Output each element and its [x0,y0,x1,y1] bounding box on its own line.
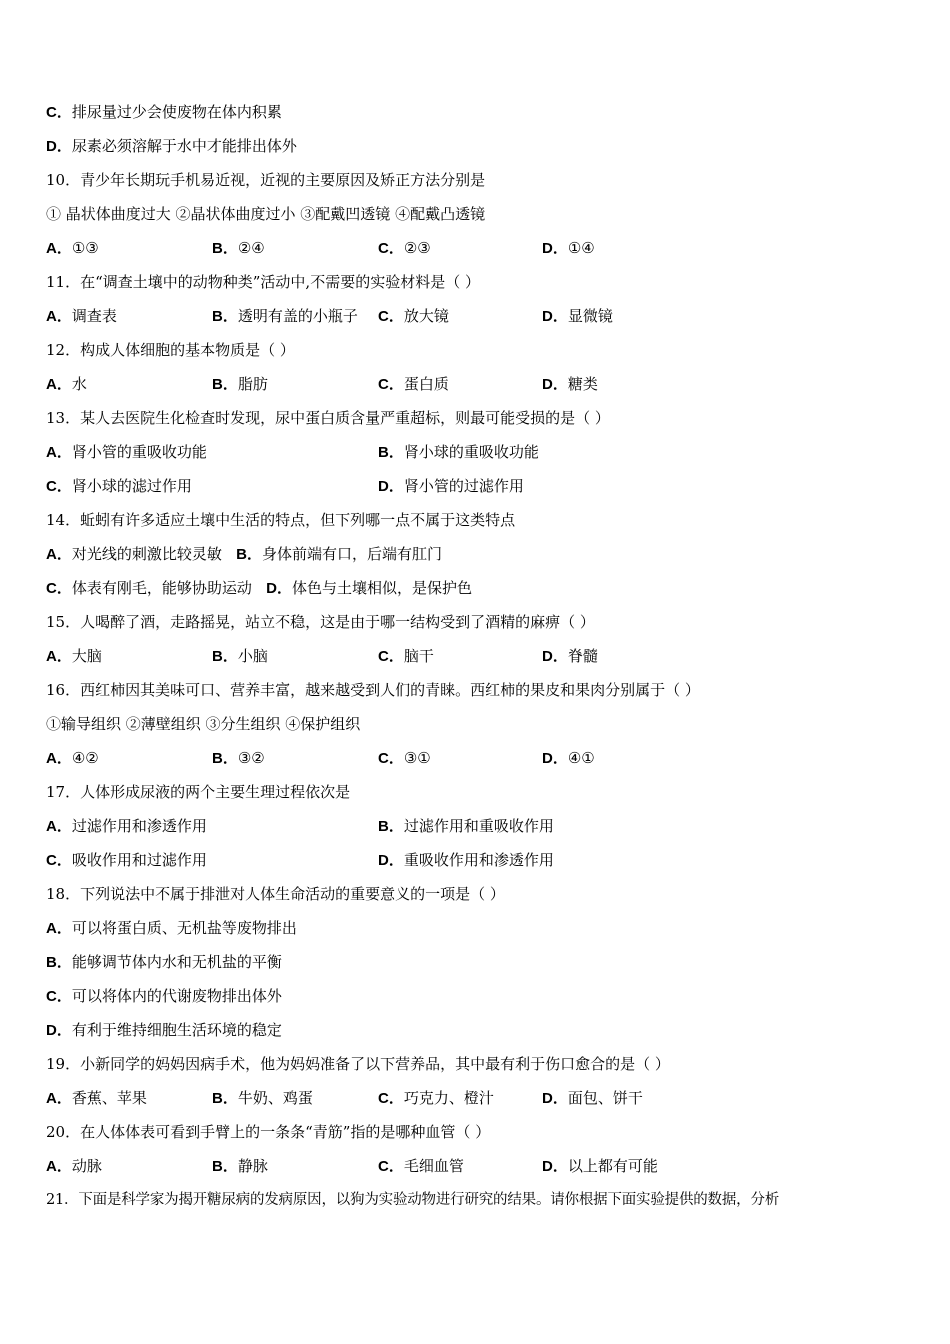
q14-options-row1 [46,544,442,564]
option-b: B．③② [212,749,265,767]
q12-stem: 12．构成人体细胞的基本物质是（ ） [46,341,295,359]
option-c: C．放大镜 [378,307,449,325]
option-a: A．香蕉、苹果 [46,1089,147,1107]
q14-options-row2 [46,578,472,598]
q18-option-c: C．可以将体内的代谢废物排出体外 [46,987,282,1005]
option-c: C．肾小球的滤过作用 [46,477,192,495]
option-d: D．显微镜 [542,307,613,325]
option-a: A．①③ [46,239,99,257]
option-c: C．巧克力、橙汁 [378,1089,494,1107]
option-d: D．脊髓 [542,647,598,665]
option-b: B．透明有盖的小瓶子 [212,307,358,325]
q18-stem: 18．下列说法中不属于排泄对人体生命活动的重要意义的一项是（ ） [46,885,505,903]
option-b: B．脂肪 [212,375,268,393]
option-a: A．过滤作用和渗透作用 [46,817,207,835]
option-c: C．②③ [378,239,431,257]
option-a: A．动脉 [46,1157,102,1175]
option-b: B．身体前端有口，后端有肛门 [236,545,443,563]
option-d: D．体色与土壤相似，是保护色 [266,579,473,597]
option-a: A．④② [46,749,99,767]
q11-stem: 11．在“调查土壤中的动物种类”活动中,不需要的实验材料是（ ） [46,273,480,291]
option-b: B．过滤作用和重吸收作用 [378,817,554,835]
option-d: D．④① [542,749,595,767]
q17-stem: 17．人体形成尿液的两个主要生理过程依次是 [46,783,351,801]
q18-option-d: D．有利于维持细胞生活环境的稳定 [46,1021,282,1039]
option-b: B．②④ [212,239,265,257]
option-a: A．对光线的刺激比较灵敏 [46,545,222,563]
option-c: C．吸收作用和过滤作用 [46,851,207,869]
q14-stem: 14．蚯蚓有许多适应土壤中生活的特点，但下列哪一点不属于这类特点 [46,511,516,529]
option-c: C．脑干 [378,647,434,665]
option-d: D．①④ [542,239,595,257]
option-b: B．肾小球的重吸收功能 [378,443,539,461]
option-d: D．糖类 [542,375,598,393]
q9-option-d: D．尿素必须溶解于水中才能排出体外 [46,137,297,155]
option-d: D．重吸收作用和渗透作用 [378,851,554,869]
q19-stem: 19．小新同学的妈妈因病手术，他为妈妈准备了以下营养品，其中最有利于伤口愈合的是（ ） [46,1055,670,1073]
q10-choices: ① 晶状体曲度过大 ②晶状体曲度过小 ③配戴凹透镜 ④配戴凸透镜 [46,205,486,223]
option-c: C．体表有刚毛，能够协助运动 [46,579,252,597]
q9-option-c: C．排尿量过少会使废物在体内积累 [46,103,282,121]
option-c: C．蛋白质 [378,375,449,393]
q15-stem: 15．人喝醉了酒，走路摇晃，站立不稳，这是由于哪一结构受到了酒精的麻痹（ ） [46,613,595,631]
option-d: D．面包、饼干 [542,1089,643,1107]
option-a: A．水 [46,375,87,393]
q10-stem: 10．青少年长期玩手机易近视，近视的主要原因及矫正方法分别是 [46,171,486,189]
option-b: B．牛奶、鸡蛋 [212,1089,313,1107]
q18-option-b: B．能够调节体内水和无机盐的平衡 [46,953,282,971]
option-c: C．毛细血管 [378,1157,464,1175]
option-a: A．大脑 [46,647,102,665]
option-d: D．肾小管的过滤作用 [378,477,524,495]
q13-stem: 13．某人去医院生化检查时发现，尿中蛋白质含量严重超标，则最可能受损的是（ ） [46,409,610,427]
q16-stem: 16．西红柿因其美味可口、营养丰富，越来越受到人们的青睐。西红柿的果皮和果肉分别属于（ ） [46,681,700,699]
option-b: B．静脉 [212,1157,268,1175]
q21-stem: 21．下面是科学家为揭开糖尿病的发病原因，以狗为实验动物进行研究的结果。请你根据下面实验提供的数据，分析 [46,1192,780,1208]
q16-choices: ①输导组织 ②薄壁组织 ③分生组织 ④保护组织 [46,715,361,733]
option-a: A．调查表 [46,307,117,325]
option-c: C．③① [378,749,431,767]
q20-stem: 20．在人体体表可看到手臂上的一条条“青筋”指的是哪种血管（ ） [46,1123,491,1141]
q18-option-a: A．可以将蛋白质、无机盐等废物排出 [46,919,297,937]
option-a: A．肾小管的重吸收功能 [46,443,207,461]
option-b: B．小脑 [212,647,268,665]
option-d: D．以上都有可能 [542,1157,658,1175]
